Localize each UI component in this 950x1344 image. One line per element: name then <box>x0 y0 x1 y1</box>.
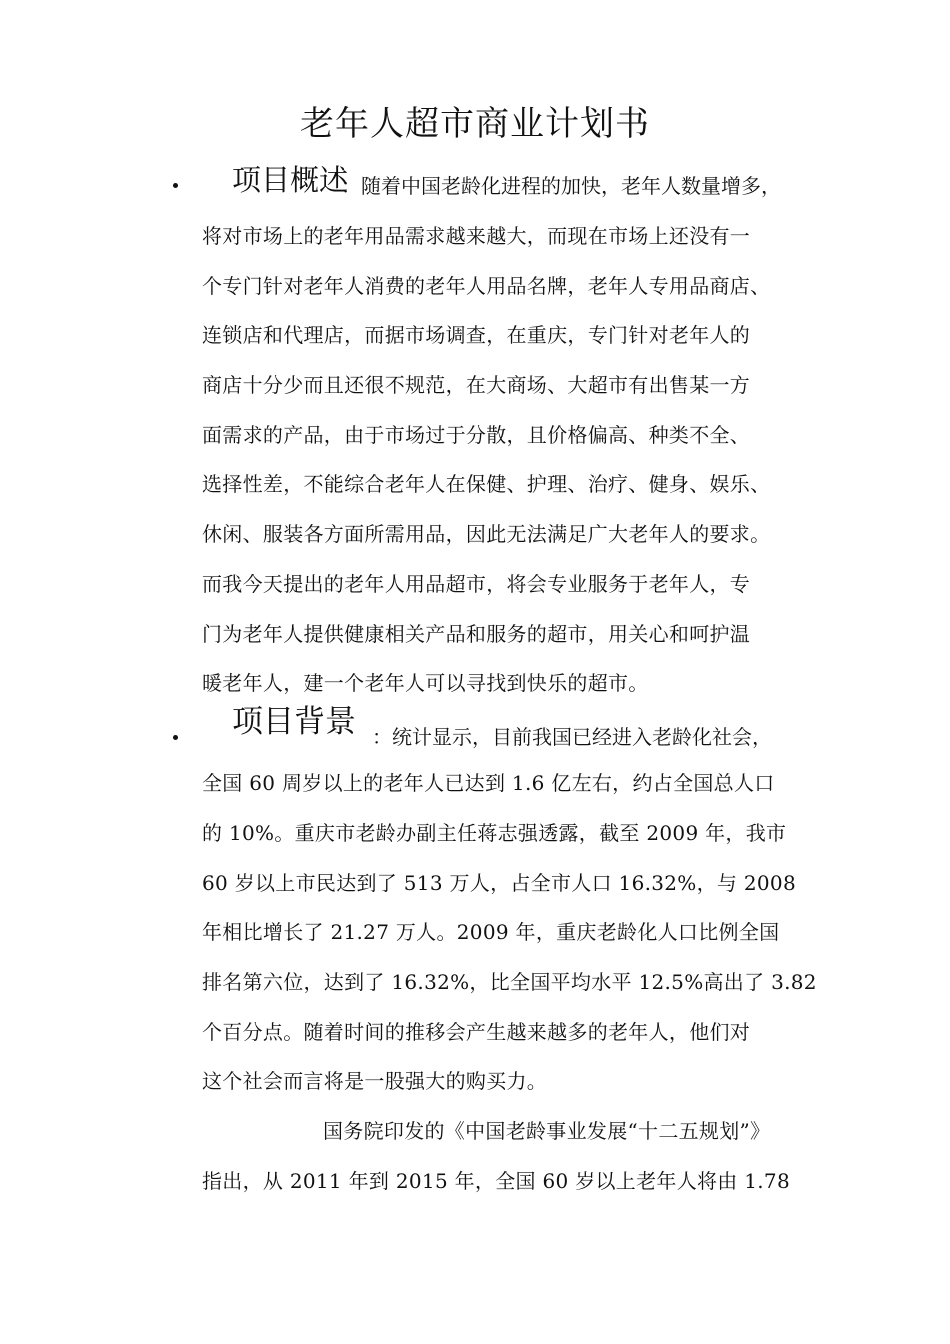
paragraph-line: 年相比增长了 21.27 万人。2009 年，重庆老龄化人口比例全国 <box>202 920 780 944</box>
paragraph-line: 商店十分少而且还很不规范，在大商场、大超市有出售某一方 <box>202 373 751 397</box>
paragraph-line: 而我今天提出的老年人用品超市，将会专业服务于老年人，专 <box>202 572 751 596</box>
paragraph-line: ：统计显示，目前我国已经进入老龄化社会， <box>372 725 772 749</box>
paragraph-line: 面需求的产品，由于市场过于分散，且价格偏高、种类不全、 <box>202 423 751 447</box>
paragraph-line: 将对市场上的老年用品需求越来越大，而现在市场上还没有一 <box>202 224 751 248</box>
paragraph-line: 门为老年人提供健康相关产品和服务的超市，用关心和呵护温 <box>202 622 751 646</box>
document-title: 老年人超市商业计划书 <box>300 104 650 144</box>
paragraph-line: 排名第六位，达到了 16.32%，比全国平均水平 12.5%高出了 3.82 <box>202 970 817 994</box>
paragraph-line: 国务院印发的《中国老龄事业发展“十二五规划”》 <box>323 1119 771 1143</box>
paragraph-line: 个百分点。随着时间的推移会产生越来越多的老年人，他们对 <box>202 1020 751 1044</box>
paragraph-line: 个专门针对老年人消费的老年人用品名牌，老年人专用品商店、 <box>202 274 771 298</box>
paragraph-line: 的 10%。重庆市老龄办副主任蒋志强透露，截至 2009 年，我市 <box>202 821 787 845</box>
paragraph-line: ：随着中国老龄化进程的加快，老年人数量增多， <box>341 174 781 198</box>
paragraph-line: 休闲、服装各方面所需用品，因此无法满足广大老年人的要求。 <box>202 522 771 546</box>
paragraph-line: 连锁店和代理店，而据市场调查，在重庆，专门针对老年人的 <box>202 323 751 347</box>
bullet-icon <box>173 735 181 743</box>
bullet-icon <box>173 183 181 191</box>
section-heading: 项目背景 <box>232 704 356 740</box>
paragraph-line: 选择性差，不能综合老年人在保健、护理、治疗、健身、娱乐、 <box>202 472 771 496</box>
section-heading: 项目概述 <box>232 163 349 197</box>
paragraph-line: 这个社会而言将是一股强大的购买力。 <box>202 1069 548 1093</box>
paragraph-line: 全国 60 周岁以上的老年人已达到 1.6 亿左右，约占全国总人口 <box>202 771 775 795</box>
paragraph-line: 暖老年人，建一个老年人可以寻找到快乐的超市。 <box>202 671 649 695</box>
paragraph-line: 60 岁以上市民达到了 513 万人，占全市人口 16.32%，与 2008 <box>202 871 796 895</box>
paragraph-line: 指出，从 2011 年到 2015 年，全国 60 岁以上老年人将由 1.78 <box>202 1169 790 1193</box>
